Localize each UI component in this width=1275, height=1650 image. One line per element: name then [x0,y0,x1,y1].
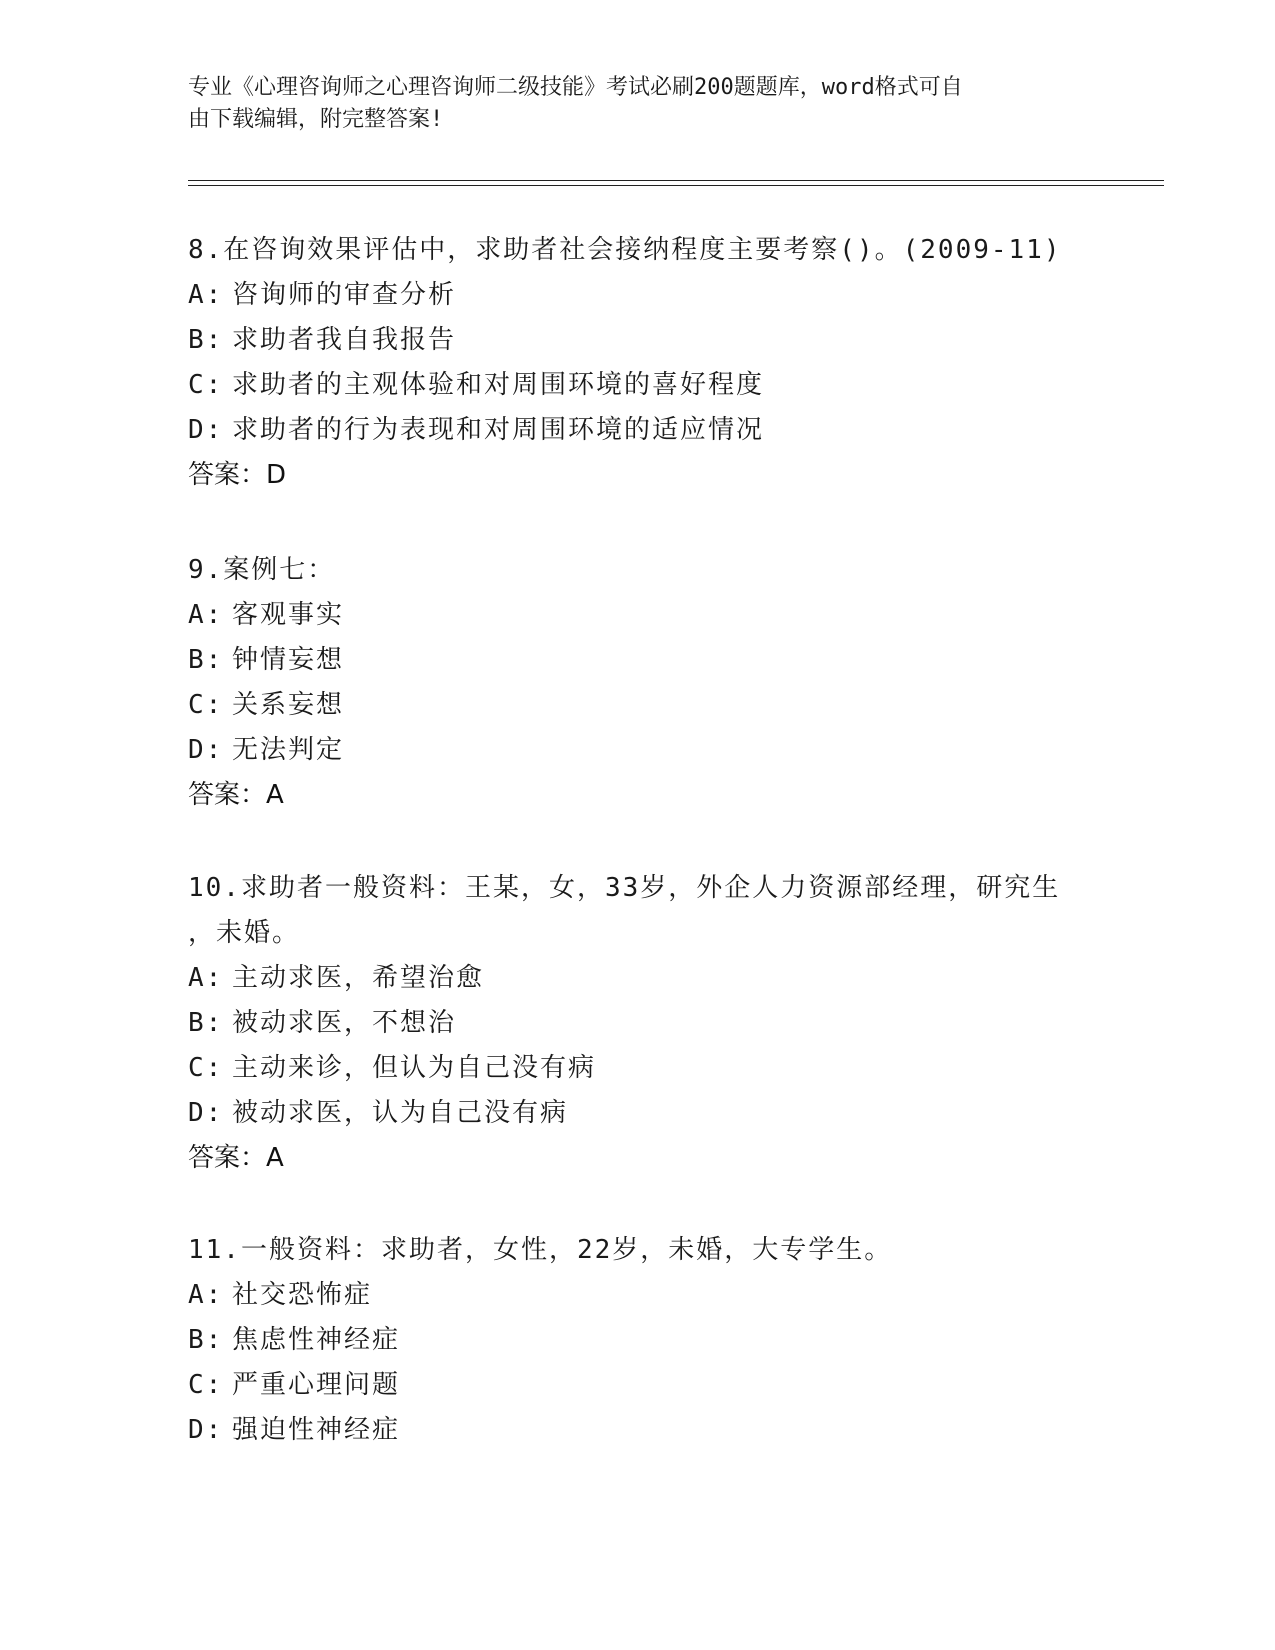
option-text: 咨询师的审查分析 [232,280,457,310]
answer-line [188,1136,1088,1181]
answer-value: D [266,460,287,490]
option-text: 社交恐怖症 [232,1280,373,1310]
option-text: 焦虑性神经症 [232,1325,401,1355]
answer-line [188,773,1088,818]
option-key: A: [188,1280,224,1310]
option-key: A: [188,963,224,993]
header-line-1: 专业《心理咨询师之心理咨询师二级技能》考试必刷200题题库，word格式可自 [188,75,963,100]
option-key: B: [188,1325,224,1355]
question-9 [188,548,1088,818]
option-key: C: [188,1370,224,1400]
option-b [188,1318,1088,1363]
question-stem-continued: ，未婚。 [188,918,301,948]
option-d [188,1408,1088,1453]
option-c [188,1046,1088,1091]
answer-line [188,453,1088,498]
header-line-2: 由下载编辑，附完整答案! [188,107,444,132]
option-text: 被动求医，不想治 [232,1008,457,1038]
option-key: C: [188,690,224,720]
option-text: 客观事实 [232,600,345,630]
option-key: D: [188,735,224,765]
option-b [188,318,1088,363]
option-key: D: [188,1415,224,1445]
option-c [188,1363,1088,1408]
option-text: 主动求医，希望治愈 [232,963,485,993]
option-text: 钟情妄想 [232,645,345,675]
option-b [188,638,1088,683]
option-key: D: [188,1098,224,1128]
answer-label: 答案： [188,460,267,490]
option-c [188,683,1088,728]
option-a [188,956,1088,1001]
question-stem: 8.在咨询效果评估中，求助者社会接纳程度主要考察()。(2009-11) [188,235,1062,265]
question-stem: 9.案例七： [188,555,336,585]
option-c [188,363,1088,408]
document-header [188,72,1088,136]
question-stem: 10.求助者一般资料：王某，女，33岁，外企人力资源部经理，研究生 [188,873,1061,903]
option-d [188,1091,1088,1136]
option-text: 主动来诊，但认为自己没有病 [232,1053,597,1083]
question-11 [188,1228,1088,1453]
option-key: A: [188,600,224,630]
option-key: B: [188,645,224,675]
option-text: 求助者的行为表现和对周围环境的适应情况 [232,415,765,445]
option-text: 关系妄想 [232,690,345,720]
option-key: B: [188,1008,224,1038]
option-d [188,408,1088,453]
option-text: 求助者我自我报告 [232,325,457,355]
option-key: C: [188,370,224,400]
option-text: 强迫性神经症 [232,1415,401,1445]
answer-label: 答案： [188,780,267,810]
option-d [188,728,1088,773]
option-key: A: [188,280,224,310]
answer-value: A [266,1143,284,1173]
option-key: C: [188,1053,224,1083]
option-text: 严重心理问题 [232,1370,401,1400]
option-text: 求助者的主观体验和对周围环境的喜好程度 [232,370,765,400]
option-a [188,1273,1088,1318]
option-b [188,1001,1088,1046]
question-10 [188,866,1088,1181]
answer-value: A [266,780,284,810]
header-divider-top [188,180,1164,181]
option-key: B: [188,325,224,355]
option-key: D: [188,415,224,445]
header-divider-bottom [188,185,1164,186]
answer-label: 答案： [188,1143,267,1173]
option-text: 无法判定 [232,735,345,765]
question-stem: 11.一般资料：求助者，女性，22岁，未婚，大专学生。 [188,1235,893,1265]
option-text: 被动求医，认为自己没有病 [232,1098,569,1128]
question-8 [188,228,1088,498]
option-a [188,273,1088,318]
option-a [188,593,1088,638]
